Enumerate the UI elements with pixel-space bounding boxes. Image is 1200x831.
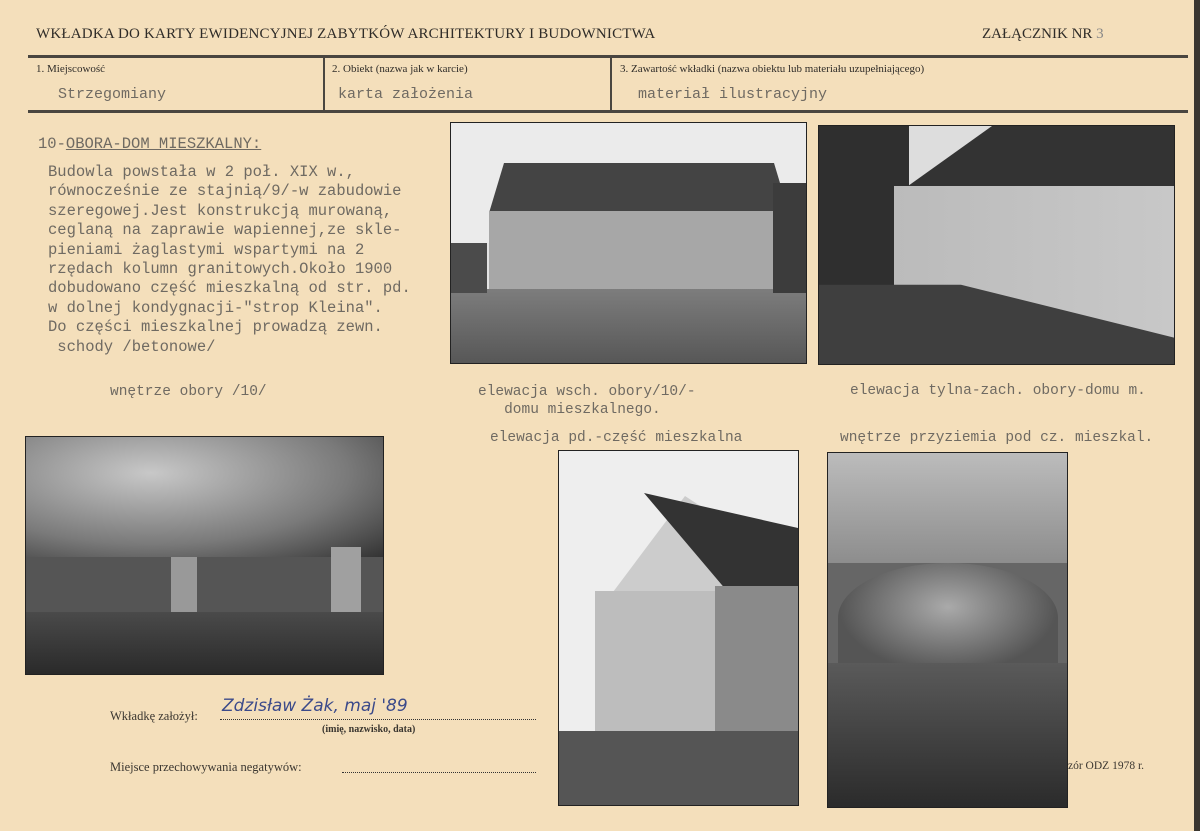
field-value-locality: Strzegomiany [58,86,167,103]
annex-label [982,26,1104,43]
photo-ground-floor-interior [827,452,1068,808]
negatives-location-dotted-line [342,772,536,773]
field-divider [610,58,612,110]
photo-south-elevation [558,450,799,806]
created-by-hint: (imię, nazwisko, data) [322,724,416,735]
caption-south-elevation: elewacja pd.-część mieszkalna [490,430,743,446]
section-description: Budowla powstała w 2 poł. XIX w., równocześnie ze stajnią/9/-w zabudowie szeregowej.Jest konstrukcją murowaną, ceglaną na zaprawie wapiennej,ze skle- pieniami żaglastymi wspartymi na 2 rzędach kolumn granitowych.Około 1900 dobudowano część mieszkalną od str. pd. w dolnej kondygnacji-"strop Kleina". Do części mieszkalnej prowadzą zewn. schody /betonowe/ [48,163,411,356]
top-rule [28,55,1188,58]
negatives-location-label: Miejsce przechowywania negatywów: [110,760,302,774]
annex-number: 3 [1096,26,1104,42]
form-code: zór ODZ 1978 r. [1068,760,1145,772]
caption-barn-interior: wnętrze obory /10/ [110,384,267,400]
created-by-signature: Zdzisław Żak, maj '89 [222,696,408,716]
created-by-dotted-line [220,719,536,720]
field-value-object: karta założenia [338,86,474,103]
field-divider [323,58,325,110]
caption-rear-elevation: elewacja tylna-zach. obory-domu m. [850,383,1146,399]
field-label-locality: 1. Miejscowość [36,63,106,75]
section-number: 10- [38,135,66,153]
caption-east-elevation: elewacja wsch. obory/10/- domu mieszkalnego. [478,384,696,418]
bottom-rule [28,110,1188,113]
field-label-object: 2. Obiekt (nazwa jak w karcie) [332,63,468,75]
scan-edge [1194,0,1200,831]
caption-ground-floor-interior: wnętrze przyziemia pod cz. mieszkal. [840,430,1154,446]
photo-east-elevation [450,122,807,364]
section-title: OBORA-DOM MIESZKALNY: [65,135,262,153]
field-label-content: 3. Zawartość wkładki (nazwa obiektu lub materiału uzupełniającego) [620,63,925,75]
annex-label-text: ZAŁĄCZNIK NR [982,26,1093,42]
section-heading [38,135,261,153]
photo-rear-elevation [818,125,1175,365]
photo-barn-interior [25,436,384,675]
field-value-content: materiał ilustracyjny [638,86,828,103]
created-by-label: Wkładkę założył: [110,709,198,723]
form-title: WKŁADKA DO KARTY EWIDENCYJNEJ ZABYTKÓW ARCHITEKTURY I BUDOWNICTWA [36,26,656,42]
